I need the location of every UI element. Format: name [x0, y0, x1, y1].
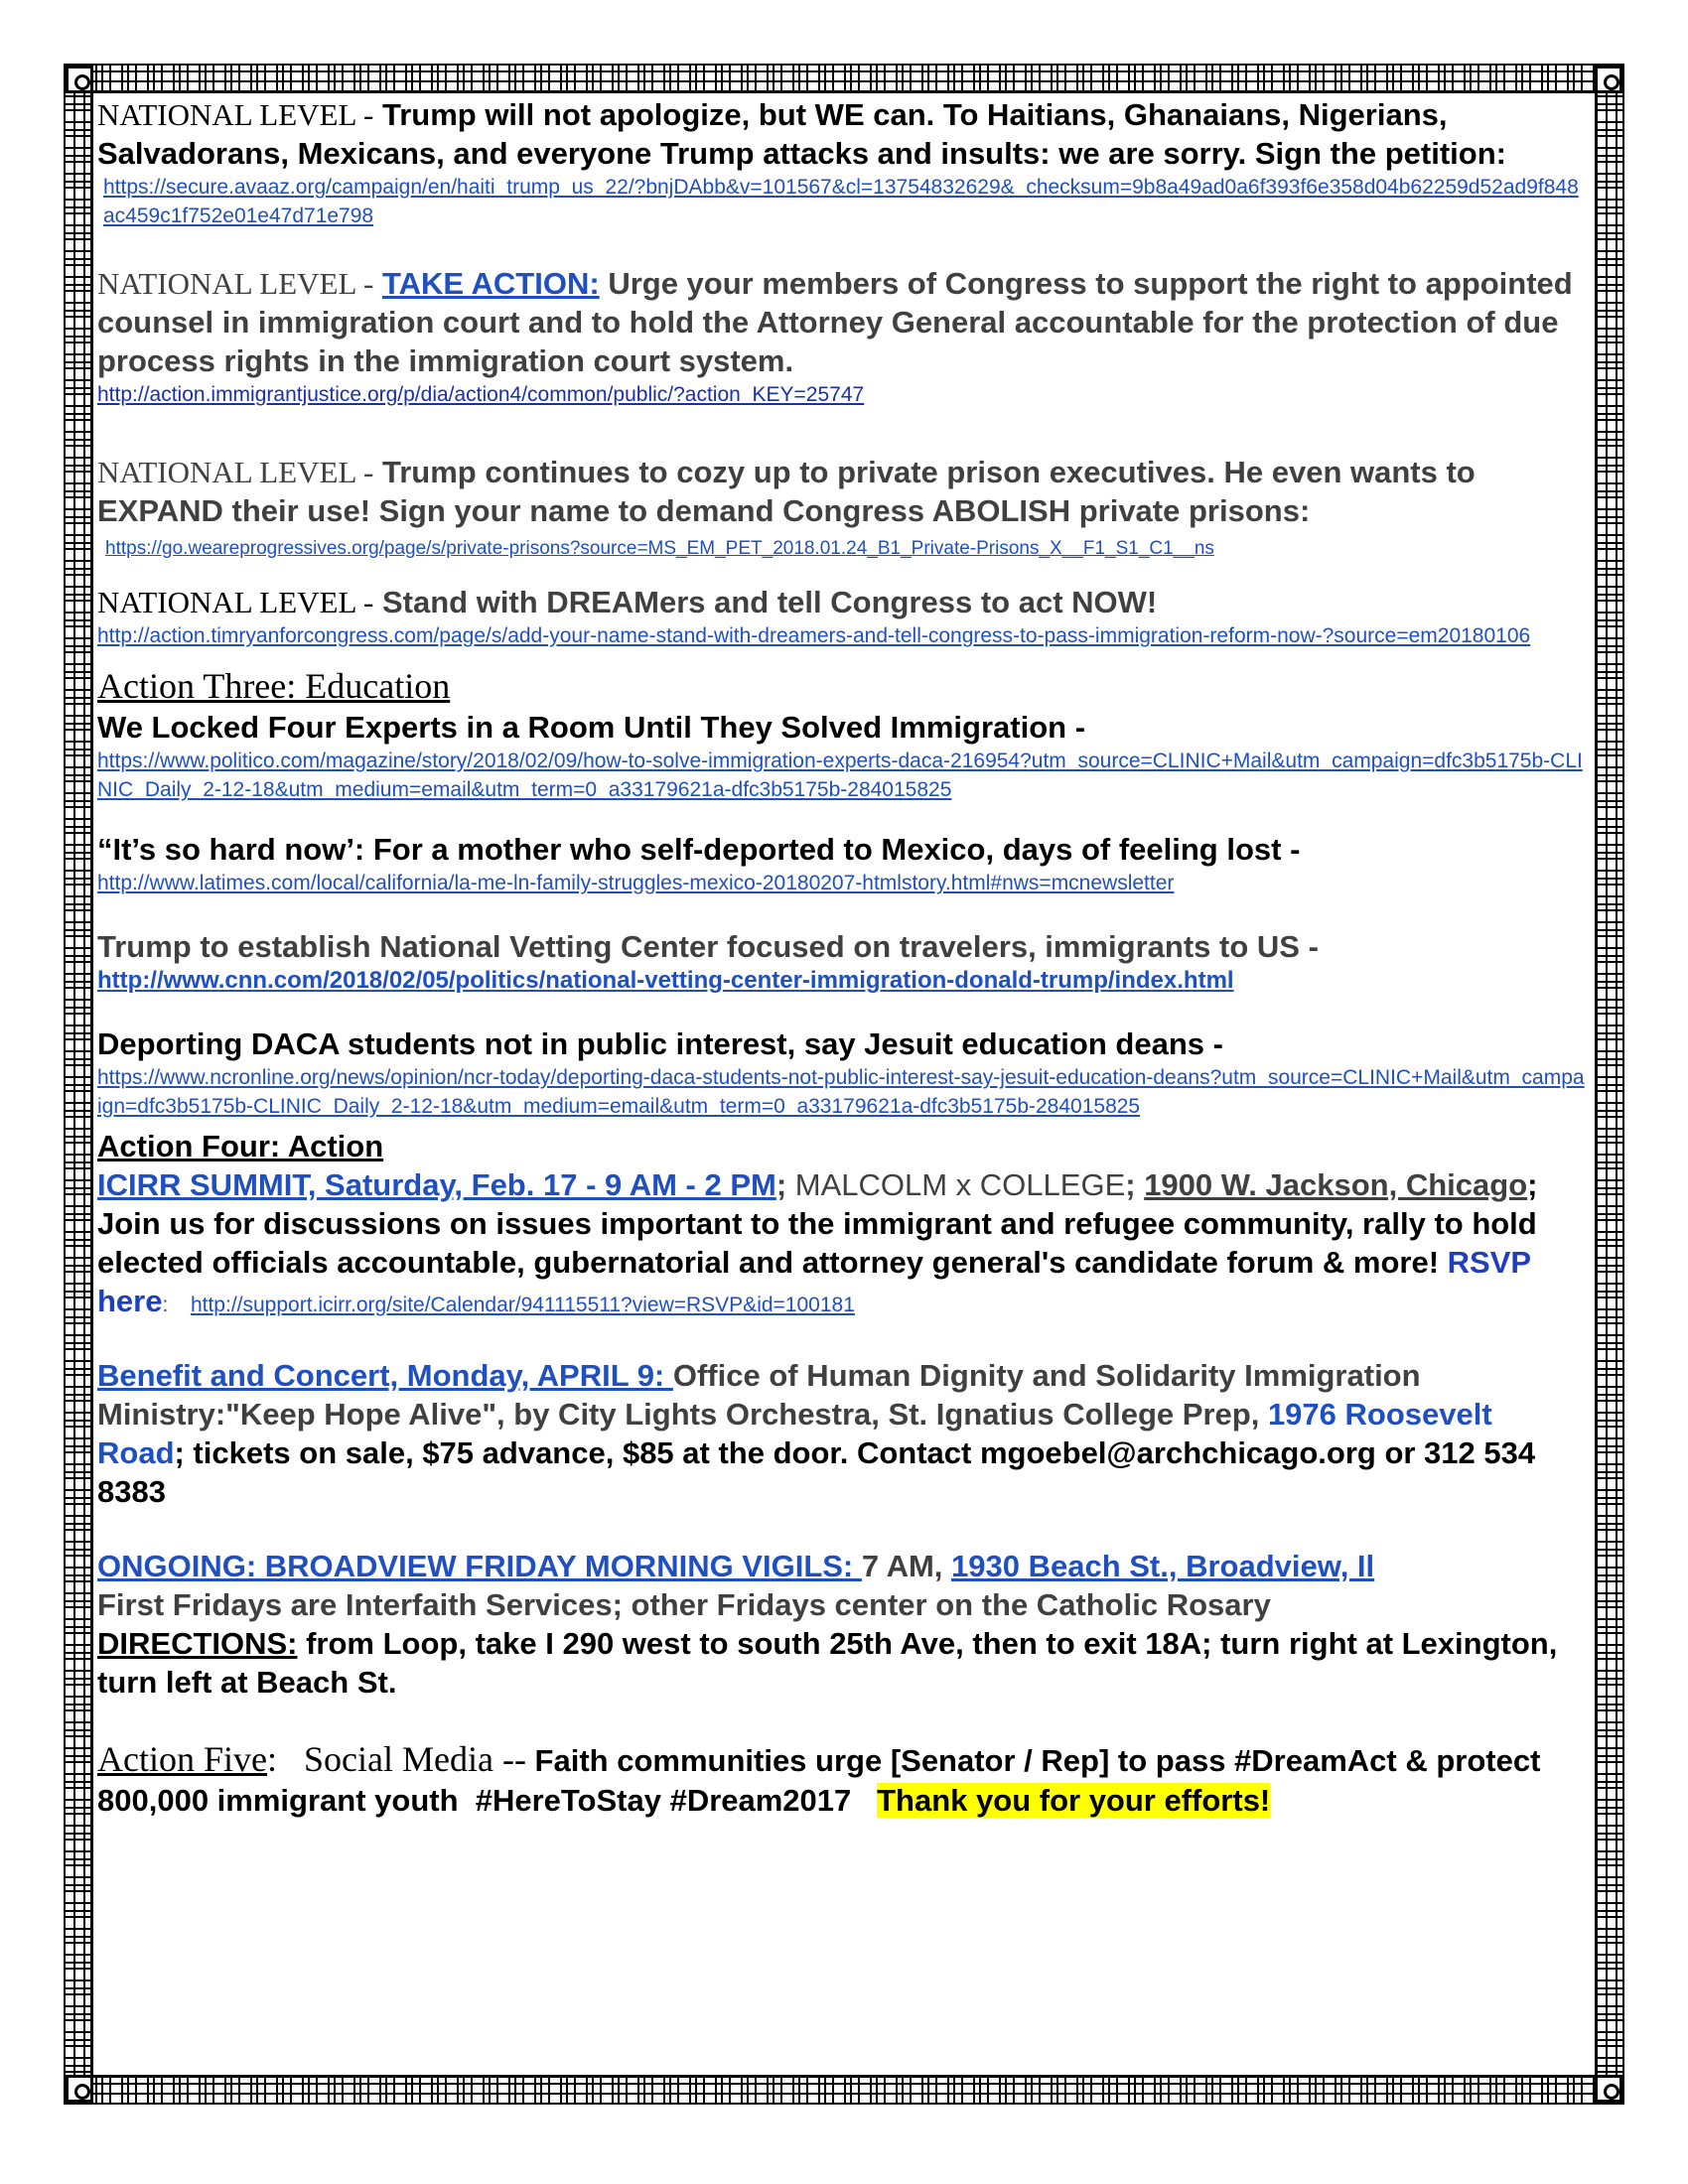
national-item-dreamers	[97, 583, 1585, 621]
national-level-label: NATIONAL LEVEL -	[97, 266, 374, 301]
counsel-link[interactable]	[97, 380, 1585, 409]
url-link[interactable]: https://secure.avaaz.org/campaign/en/haiti_trump_us_22/?bnjDAbb&v=101567&cl=13754832629&_checksum=9b8a49ad0a6f393f6e358d04b62259d52ad9f848ac459c1f752e01e47d71e798	[103, 176, 1579, 227]
directions-text: from Loop, take I 290 west to south 25th Ave, then to exit 18A; turn right at Lexington, turn left at Beach St.	[97, 1626, 1558, 1700]
border-left-pattern	[66, 66, 93, 2103]
article-link[interactable]	[97, 747, 1585, 804]
url-link[interactable]: http://www.latimes.com/local/california/la-me-ln-family-struggles-mexico-20180207-htmlstory.html#nws=mcnewsletter	[97, 872, 1175, 894]
national-item-counsel	[97, 264, 1585, 380]
petition-link[interactable]	[97, 173, 1585, 230]
national-level-label: NATIONAL LEVEL -	[97, 585, 374, 619]
benefit-block	[97, 1356, 1585, 1511]
summit-description: Join us for discussions on issues important to the immigrant and refugee community, rally to hold elected officials accountable, gubernatorial and attorney general's candidate forum & more!	[97, 1206, 1537, 1280]
page-content	[97, 95, 1585, 1820]
directions-label: DIRECTIONS:	[97, 1626, 298, 1661]
social-media-text: Faith communities urge [Senator / Rep] to pass #DreamAct & protect 800,000 immigrant youth #HereToStay #Dream2017	[97, 1743, 1550, 1818]
item-text: Trump continues to cozy up to private prison executives. He even wants to EXPAND their use! Sign your name to demand Congress ABOLISH private prisons:	[97, 455, 1476, 528]
vigils-address-link[interactable]: 1930 Beach St., Broadview, Il	[951, 1549, 1375, 1583]
url-link[interactable]: https://www.politico.com/magazine/story/2018/02/09/how-to-solve-immigration-experts-daca-216954?utm_source=CLINIC+Mail&utm_campaign=dfc3b5175b-CLINIC_Daily_2-12-18&utm_medium=email&utm_term=0_a33179621a-dfc3b5175b-284015825	[97, 750, 1583, 801]
section-heading-action-four: Action Four: Action	[97, 1129, 384, 1163]
social-media-label: Social Media --	[277, 1739, 526, 1779]
item-text: Stand with DREAMers and tell Congress to act NOW!	[381, 585, 1158, 619]
separator: ;	[775, 1167, 795, 1202]
url-link[interactable]: https://www.ncronline.org/news/opinion/ncr-today/deporting-daca-students-not-public-interest-say-jesuit-education-deans?utm_source=CLINIC+Mail&utm_campaign=dfc3b5175b-CLINIC_Daily_2-12-18&utm_medium=email&utm_term=0_a33179621a-dfc3b5175b-284015825	[97, 1066, 1585, 1118]
action-five-block	[97, 1737, 1585, 1820]
vigils-link[interactable]: ONGOING: BROADVIEW FRIDAY MORNING VIGILS:	[97, 1549, 862, 1583]
rsvp-link[interactable]: http://support.icirr.org/site/Calendar/941115511?view=RSVP&id=100181	[190, 1294, 855, 1316]
rsvp-colon: :	[162, 1294, 169, 1316]
national-item-apology	[97, 95, 1585, 173]
benefit-link[interactable]: Benefit and Concert, Monday, APRIL 9:	[97, 1358, 673, 1393]
thank-you-highlight: Thank you for your efforts!	[877, 1783, 1271, 1818]
national-item-prisons	[97, 453, 1585, 530]
article-title: Deporting DACA students not in public interest, say Jesuit education deans -	[97, 1026, 1223, 1061]
vigils-block	[97, 1547, 1585, 1702]
corner-ornament	[66, 2075, 93, 2103]
corner-ornament	[1595, 2075, 1622, 2103]
section-heading-action-three: Action Three: Education	[97, 666, 451, 706]
article-link[interactable]	[97, 966, 1585, 995]
url-link[interactable]: https://go.weareprogressives.org/page/s/private-prisons?source=MS_EM_PET_2018.01.24_B1_Private-Prisons_X__F1_S1_C1__ns	[105, 538, 1214, 559]
rsvp-label: RSVP here	[97, 1245, 1531, 1318]
summit-address[interactable]: 1900 W. Jackson, Chicago	[1144, 1167, 1528, 1202]
benefit-address: 1976 Roosevelt Road	[97, 1397, 1492, 1470]
article-title: “It’s so hard now’: For a mother who self-deported to Mexico, days of feeling lost -	[97, 832, 1301, 867]
corner-ornament	[66, 66, 93, 93]
article-link[interactable]	[97, 1063, 1585, 1121]
directions-line	[97, 1624, 1585, 1702]
summit-venue: MALCOLM x COLLEGE	[794, 1167, 1126, 1202]
prisons-link[interactable]	[97, 534, 1585, 563]
summit-block	[97, 1165, 1585, 1320]
border-top-pattern	[66, 66, 1622, 93]
url-link[interactable]: http://action.timryanforcongress.com/page/s/add-your-name-stand-with-dreamers-and-tell-congress-to-pass-immigration-reform-now-?source=em20180106	[97, 624, 1531, 647]
separator: ;	[1125, 1167, 1145, 1202]
section-heading-action-five: Action Five	[97, 1739, 267, 1779]
corner-ornament	[1595, 66, 1622, 93]
article-title: Trump to establish National Vetting Center focused on travelers, immigrants to US -	[97, 929, 1319, 964]
summit-link[interactable]: ICIRR SUMMIT, Saturday, Feb. 17 - 9 AM - 2 PM	[97, 1167, 776, 1202]
heading-colon: :	[266, 1739, 277, 1779]
vigils-description: First Fridays are Interfaith Services; other Fridays center on the Catholic Rosary	[97, 1587, 1271, 1622]
url-link[interactable]: http://www.cnn.com/2018/02/05/politics/national-vetting-center-immigration-donald-trump/index.html	[97, 967, 1234, 994]
article-link[interactable]	[97, 869, 1585, 897]
benefit-description: Office of Human Dignity and Solidarity Immigration Ministry:"Keep Hope Alive", by City Lights Orchestra, St. Ignatius College Prep,	[97, 1358, 1421, 1432]
benefit-details: ; tickets on sale, $75 advance, $85 at the door. Contact mgoebel@archchicago.org or 312 534 8383	[97, 1435, 1536, 1509]
separator: ;	[1527, 1167, 1538, 1202]
dreamers-link[interactable]	[97, 621, 1585, 650]
item-text: Urge your members of Congress to support the right to appointed counsel in immigration court and to hold the Attorney General accountable for the protection of due process rights in the immigration court system.	[97, 266, 1573, 378]
article-title: We Locked Four Experts in a Room Until They Solved Immigration -	[97, 710, 1086, 745]
url-link[interactable]: http://action.immigrantjustice.org/p/dia/action4/common/public/?action_KEY=25747	[97, 383, 865, 406]
vigils-time: 7 AM,	[861, 1549, 952, 1583]
item-text: Trump will not apologize, but WE can. To Haitians, Ghanaians, Nigerians, Salvadorans, Mexicans, and everyone Trump attacks and insults: we are sorry. Sign the petition:	[97, 97, 1506, 171]
border-bottom-pattern	[66, 2075, 1622, 2103]
national-level-label: NATIONAL LEVEL -	[97, 455, 374, 489]
take-action-link[interactable]: TAKE ACTION:	[381, 266, 600, 301]
border-right-pattern	[1595, 66, 1622, 2103]
national-level-label: NATIONAL LEVEL -	[97, 97, 374, 132]
